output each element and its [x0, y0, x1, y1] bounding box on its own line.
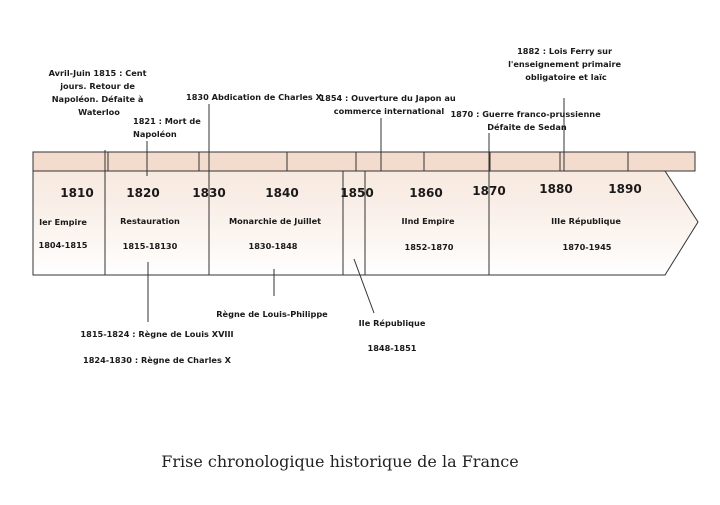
event-waterloo: Avril-Juin 1815 : Cent jours. Retour de Napoléon. Défaite à Waterloo	[48, 68, 147, 117]
period-dates: 1804-1815	[38, 240, 88, 250]
event-louis-philippe: Règne de Louis-Philippe	[216, 309, 328, 319]
event-iie-republique-dates: 1848-1851	[367, 343, 417, 353]
year-label: 1840	[265, 186, 299, 200]
year-label: 1860	[409, 186, 443, 200]
year-label: 1850	[340, 186, 374, 200]
period-name: Restauration	[120, 216, 180, 226]
event-lois-ferry: 1882 : Lois Ferry sur l'enseignement primaire obligatoire et laïc	[508, 46, 622, 82]
event-abdication: 1830 Abdication de Charles X	[186, 92, 322, 102]
event-iie-republique: IIe République	[358, 318, 426, 328]
period-dates: 1830-1848	[248, 241, 298, 251]
top-events	[49, 46, 624, 139]
period-name: IInd Empire	[401, 216, 455, 226]
period-dates: 1852-1870	[404, 242, 454, 252]
event-louis-xviii: 1815-1824 : Règne de Louis XVIII	[80, 329, 234, 339]
bottom-events	[80, 309, 425, 365]
event-mort-napoleon: 1821 : Mort de Napoléon	[133, 116, 201, 139]
period-name: Monarchie de Juillet	[228, 216, 322, 226]
year-label: 1810	[60, 186, 94, 200]
event-charles-x: 1824-1830 : Règne de Charles X	[83, 355, 231, 365]
year-label: 1820	[126, 186, 160, 200]
year-label: 1830	[192, 186, 226, 200]
period-name: Ier Empire	[39, 217, 87, 227]
year-label: 1870	[472, 184, 506, 198]
period-name: IIIe République	[551, 216, 621, 226]
period-dates: 1815-18130	[122, 241, 178, 251]
year-label: 1880	[539, 182, 573, 196]
period-dates: 1870-1945	[562, 242, 612, 252]
year-label: 1890	[608, 182, 642, 196]
timeline-top-band	[33, 152, 695, 171]
diagram-caption: Frise chronologique historique de la France	[161, 452, 519, 471]
event-sedan: 1870 : Guerre franco-prussienne Défaite de Sedan	[450, 109, 601, 132]
event-japon: 1854 : Ouverture du Japon au commerce international	[319, 93, 456, 116]
